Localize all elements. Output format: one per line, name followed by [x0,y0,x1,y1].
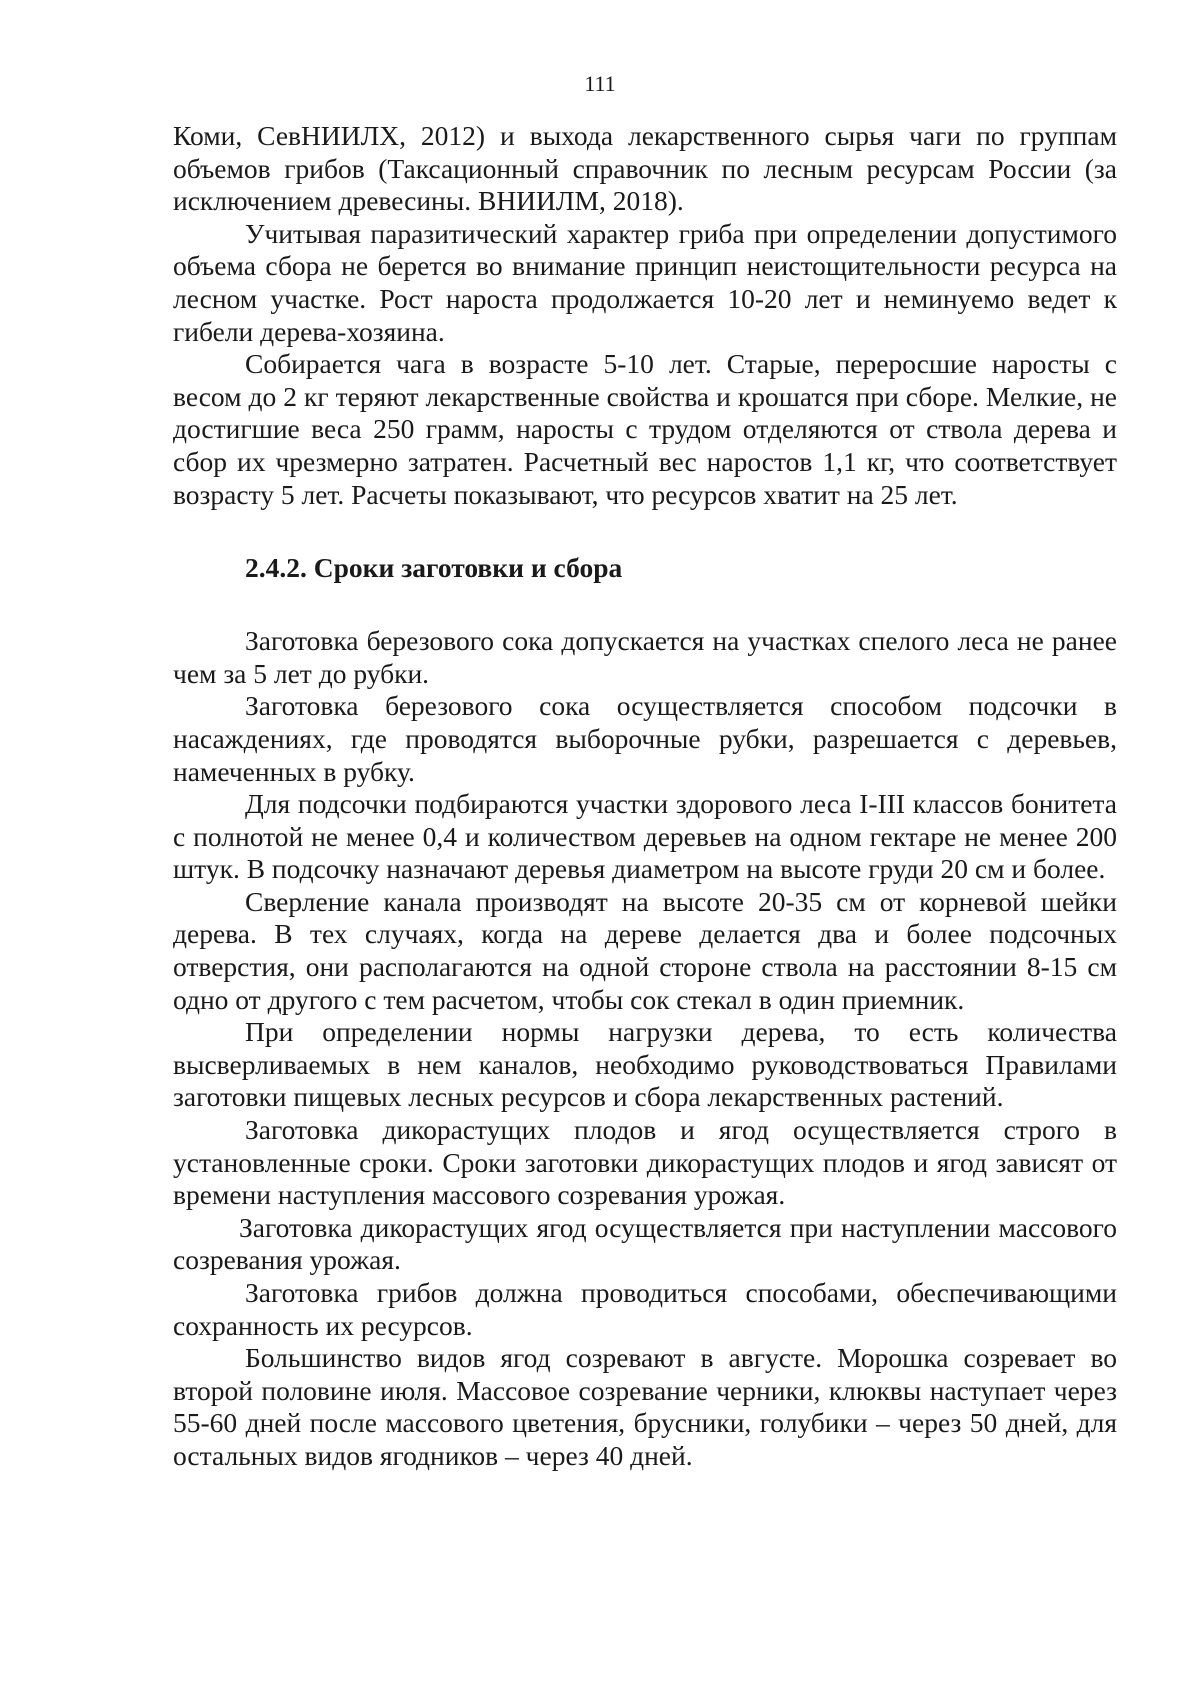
paragraph: Заготовка грибов должна проводиться способами, обеспечивающими сохранность их ресурсов. [173,1277,1117,1341]
page-content [173,120,1117,1473]
paragraph: Большинство видов ягод созревают в августе. Морошка созревает во второй половине июля. Массовое созревание черники, клюквы наступает через 55-60 дней после массового цветения, брусники, голубики – через 50 дней, для остальных видов ягодников – через 40 дней. [173,1342,1117,1471]
paragraph: Для подсочки подбираются участки здорового леса I-III классов бонитета с полнотой не менее 0,4 и количеством деревьев на одном гектаре не менее 200 штук. В подсочку назначают деревья диаметром на высоте груди 20 см и более. [173,788,1117,885]
paragraph: При определении нормы нагрузки дерева, то есть количества высверливаемых в нем каналов, необходимо руководствоваться Правилами заготовки пищевых лесных ресурсов и сбора лекарственных растений. [173,1016,1117,1113]
paragraph: Собирается чага в возрасте 5-10 лет. Старые, переросшие наросты с весом до 2 кг теряют лекарственные свойства и крошатся при сборе. Мелкие, не достигшие веса 250 грамм, наросты с трудом отделяются от ствола дерева и сбор их чрезмерно затратен. Расчетный вес наростов 1,1 кг, что соответствует возрасту 5 лет. Расчеты показывают, что ресурсов хватит на 25 лет. [173,348,1117,510]
page-number: 111 [584,71,616,96]
paragraph: Заготовка березового сока осуществляется способом подсочки в насаждениях, где проводятся выборочные рубки, разрешается с деревьев, намеченных в рубку. [173,690,1117,787]
paragraph: Учитывая паразитический характер гриба при определении допустимого объема сбора не берется во внимание принцип неистощительности ресурса на лесном участке. Рост нароста продолжается 10-20 лет и неминуемо ведет к гибели дерева-хозяина. [173,217,1117,347]
section-heading: 2.4.2. Сроки заготовки и сбора [245,552,623,584]
paragraph: Сверление канала производят на высоте 20-35 см от корневой шейки дерева. В тех случаях, когда на дереве делается два и более подсочных отверстия, они располагаются на одной стороне ствола на расстоянии 8-15 см одно от другого с тем расчетом, чтобы сок стекал в один приемник. [173,885,1117,1015]
paragraph-continuation: Коми, СевНИИЛХ, 2012) и выхода лекарственного сырья чаги по группам объемов грибов (Таксационный справочник по лесным ресурсам России (за исключением древесины. ВНИИЛМ, 2018). [173,120,1117,217]
paragraph: Заготовка дикорастущих плодов и ягод осуществляется строго в установленные сроки. Сроки заготовки дикорастущих плодов и ягод зависят от времени наступления массового созревания урожая. [173,1114,1117,1211]
paragraph: Заготовка березового сока допускается на участках спелого леса не ранее чем за 5 лет до рубки. [173,625,1117,689]
paragraph: Заготовка дикорастущих ягод осуществляется при наступлении массового созревания урожая. [173,1211,1117,1276]
